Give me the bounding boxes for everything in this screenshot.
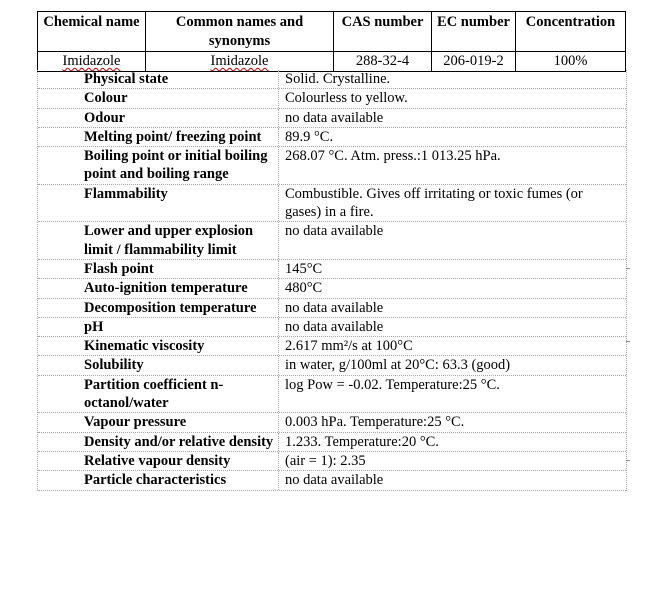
- property-name: Lower and upper explosion limit / flammability limit: [38, 222, 279, 259]
- property-value: Solid. Crystalline.: [285, 71, 391, 87]
- identification-table: [37, 11, 626, 72]
- property-name: Auto-ignition temperature: [38, 279, 279, 297]
- property-name: Boiling point or initial boiling point and boiling range: [38, 147, 279, 184]
- table-edge-marker: [626, 341, 630, 342]
- property-row: [38, 356, 626, 375]
- header-concentration: Concentration: [516, 12, 626, 52]
- property-value: no data available: [285, 472, 384, 489]
- property-name: Particle characteristics: [38, 471, 279, 489]
- header-chemical-name: Chemical name: [38, 12, 146, 52]
- property-value: log Pow = -0.02. Temperature:25 °C.: [285, 376, 500, 393]
- property-row: [38, 222, 626, 260]
- header-ec-number: EC number: [432, 12, 516, 52]
- property-value: 1.233. Temperature:20 °C.: [285, 433, 439, 450]
- property-value: 268.07 °C. Atm. press.:1 013.25 hPa.: [285, 148, 501, 165]
- property-name: Flammability: [38, 185, 279, 222]
- cell-chemical-name: [38, 52, 146, 72]
- property-name: Solubility: [38, 356, 279, 374]
- property-value: 2.617 mm²/s at 100°C: [285, 338, 413, 355]
- property-name: Flash point: [38, 260, 279, 278]
- property-row: [38, 318, 626, 337]
- property-row: [38, 70, 626, 89]
- property-row: [38, 471, 626, 490]
- property-row: [38, 185, 626, 223]
- properties-table: [37, 70, 627, 491]
- property-row: [38, 260, 626, 279]
- property-name: Decomposition temperature: [38, 299, 279, 317]
- property-name: Physical state: [38, 70, 279, 88]
- property-row: [38, 279, 626, 298]
- property-value: Colourless to yellow.: [285, 90, 408, 107]
- property-value: 89.9 °C.: [285, 128, 334, 145]
- property-row: [38, 147, 626, 185]
- property-row: [38, 413, 626, 432]
- property-value: 480°C: [285, 280, 323, 297]
- property-value: no data available: [285, 223, 384, 240]
- property-name: Partition coefficient n-octanol/water: [38, 376, 279, 413]
- property-value: 0.003 hPa. Temperature:25 °C.: [285, 414, 465, 431]
- property-value: Combustible. Gives off irritating or toxic fumes (or gases) in a fire.: [285, 185, 583, 221]
- cell-cas-number: 288-32-4: [334, 52, 432, 72]
- property-row: [38, 337, 626, 356]
- property-name: Kinematic viscosity: [38, 337, 279, 355]
- property-row: [38, 452, 626, 471]
- property-value: no data available: [285, 109, 384, 126]
- property-name: Odour: [38, 109, 279, 127]
- common-names-value: Imidazole: [210, 53, 269, 69]
- cell-concentration: 100%: [516, 52, 626, 72]
- property-name: Colour: [38, 89, 279, 107]
- property-name: pH: [38, 318, 279, 336]
- identification-data-row: [38, 52, 626, 72]
- cell-common-names: [146, 52, 334, 72]
- cell-ec-number: 206-019-2: [432, 52, 516, 72]
- property-value: (air = 1): 2.35: [285, 452, 366, 469]
- header-common-names: Common names and synonyms: [146, 12, 334, 52]
- header-cas-number: CAS number: [334, 12, 432, 52]
- identification-header-row: [38, 12, 626, 52]
- chemical-name-value: Imidazole: [62, 53, 121, 69]
- property-row: [38, 128, 626, 147]
- property-row: [38, 433, 626, 452]
- table-edge-marker: [626, 460, 630, 461]
- property-name: Density and/or relative density: [38, 433, 279, 451]
- property-value: no data available: [285, 318, 384, 335]
- property-row: [38, 89, 626, 108]
- property-value: 145°C: [285, 260, 323, 277]
- table-edge-marker: [626, 268, 630, 269]
- property-value: in water, g/100ml at 20°C: 63.3 (good): [285, 357, 511, 374]
- property-row: [38, 299, 626, 318]
- property-name: Melting point/ freezing point: [38, 128, 279, 146]
- property-row: [38, 109, 626, 128]
- property-name: Vapour pressure: [38, 413, 279, 431]
- property-row: [38, 376, 626, 414]
- property-value: no data available: [285, 299, 384, 316]
- property-name: Relative vapour density: [38, 452, 279, 470]
